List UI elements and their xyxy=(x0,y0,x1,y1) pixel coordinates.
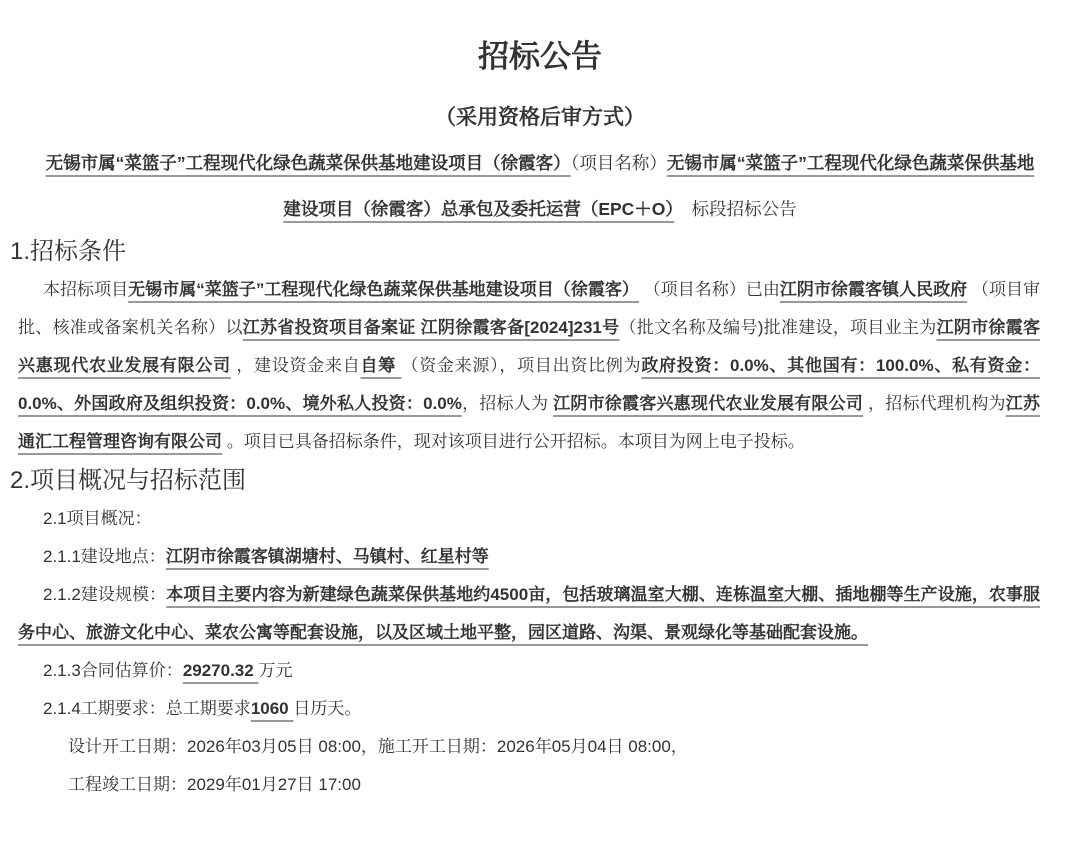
text-run: 工程竣工日期：2029年01月27日 17:00 xyxy=(68,775,361,795)
text-run: 万元 xyxy=(258,661,293,681)
underlined-field-value: 自筹 xyxy=(360,356,402,376)
text-run: （批文名称及编号)批准建设，项目业主为 xyxy=(619,318,937,338)
line-construction-site xyxy=(18,538,1040,576)
section-1-heading: 1.招标条件 xyxy=(10,238,127,266)
text-run: 2.1.3合同估算价： xyxy=(43,661,183,681)
underlined-field-value: 江阴市徐霞客镇人民政府 xyxy=(779,280,968,300)
document-subtitle: （采用资格后审方式） xyxy=(435,106,645,130)
line-duration-requirement xyxy=(18,690,1040,728)
line-completion-date xyxy=(68,766,1040,804)
line-construction-scale xyxy=(18,576,1040,652)
text-run: （项目名称）已由 xyxy=(638,280,780,300)
text-run: 本招标项目 xyxy=(43,280,129,300)
underlined-field-value: 江阴市徐霞客兴惠现代农业发展有限公司 xyxy=(553,394,864,414)
underlined-field-value: 无锡市属“菜篮子”工程现代化绿色蔬菜保供基地建设项目（徐霞客） xyxy=(45,153,571,174)
underlined-field-value: 政府投资：0.0%、其他国有：100.0%、私有资金：0.0%、外国政府及组织投资：0.0%、境外私人投资：0.0% xyxy=(18,356,1041,414)
text-run: （项目审批、核准或备案机关名称）以 xyxy=(18,280,1040,338)
tender-conditions-paragraph xyxy=(18,271,1040,461)
text-run: 2.1.2建设规模： xyxy=(43,585,167,605)
underlined-field-value: 本项目主要内容为新建绿色蔬菜保供基地约4500亩，包括玻璃温室大棚、连栋温室大棚、插地棚等生产设施，农事服务中心、旅游文化中心、菜农公寓等配套设施，以及区域土地平整，园区道路、沟渠、景观绿化等基础配套设施。 xyxy=(18,585,1040,643)
line-project-overview xyxy=(18,500,1040,538)
underlined-field-value: 无锡市属“菜篮子”工程现代化绿色蔬菜保供基地建设项目（徐霞客）总承包及委托运营（EPC＋O） xyxy=(283,153,1035,220)
text-run: ，招标代理机构为 xyxy=(863,394,1006,414)
underlined-field-value: 1060 xyxy=(250,699,294,719)
text-run: ，招标人为 xyxy=(461,394,554,414)
text-run: 。项目已具备招标条件，现对该项目进行公开招标。本项目为网上电子投标。 xyxy=(222,432,805,452)
text-run: 2.1.1建设地点： xyxy=(43,547,166,567)
line-start-dates xyxy=(68,728,1040,766)
underlined-field-value: 江苏通汇工程管理咨询有限公司 xyxy=(18,394,1041,452)
document-title: 招标公告 xyxy=(478,39,602,74)
text-run: 标段招标公告 xyxy=(674,199,797,220)
text-run: 2.1.4工期要求：总工期要求 xyxy=(43,699,251,719)
line-contract-estimate xyxy=(18,652,1040,690)
underlined-field-value: 无锡市属“菜篮子”工程现代化绿色蔬菜保供基地建设项目（徐霞客） xyxy=(128,280,639,300)
text-run: （项目名称） xyxy=(570,153,667,174)
underlined-field-value: 江苏省投资项目备案证 江阴徐霞客备[2024]231号 xyxy=(242,318,620,338)
underlined-field-value: 江阴市徐霞客兴惠现代农业发展有限公司 xyxy=(18,318,1040,376)
text-run: ，建设资金来自 xyxy=(230,356,361,376)
underlined-field-value: 29270.32 xyxy=(182,661,259,681)
text-run: 日历天。 xyxy=(293,699,362,719)
project-name-paragraph xyxy=(43,140,1037,232)
underlined-field-value: 江阴市徐霞客镇湖塘村、马镇村、红星村等 xyxy=(165,547,489,567)
section-2-heading: 2.项目概况与招标范围 xyxy=(10,467,247,495)
text-run: 2.1项目概况： xyxy=(43,509,152,529)
text-run: 设计开工日期：2026年03月05日 08:00，施工开工日期：2026年05月04日 08:00， xyxy=(68,737,688,757)
text-run: （资金来源），项目出资比例为 xyxy=(401,356,642,376)
